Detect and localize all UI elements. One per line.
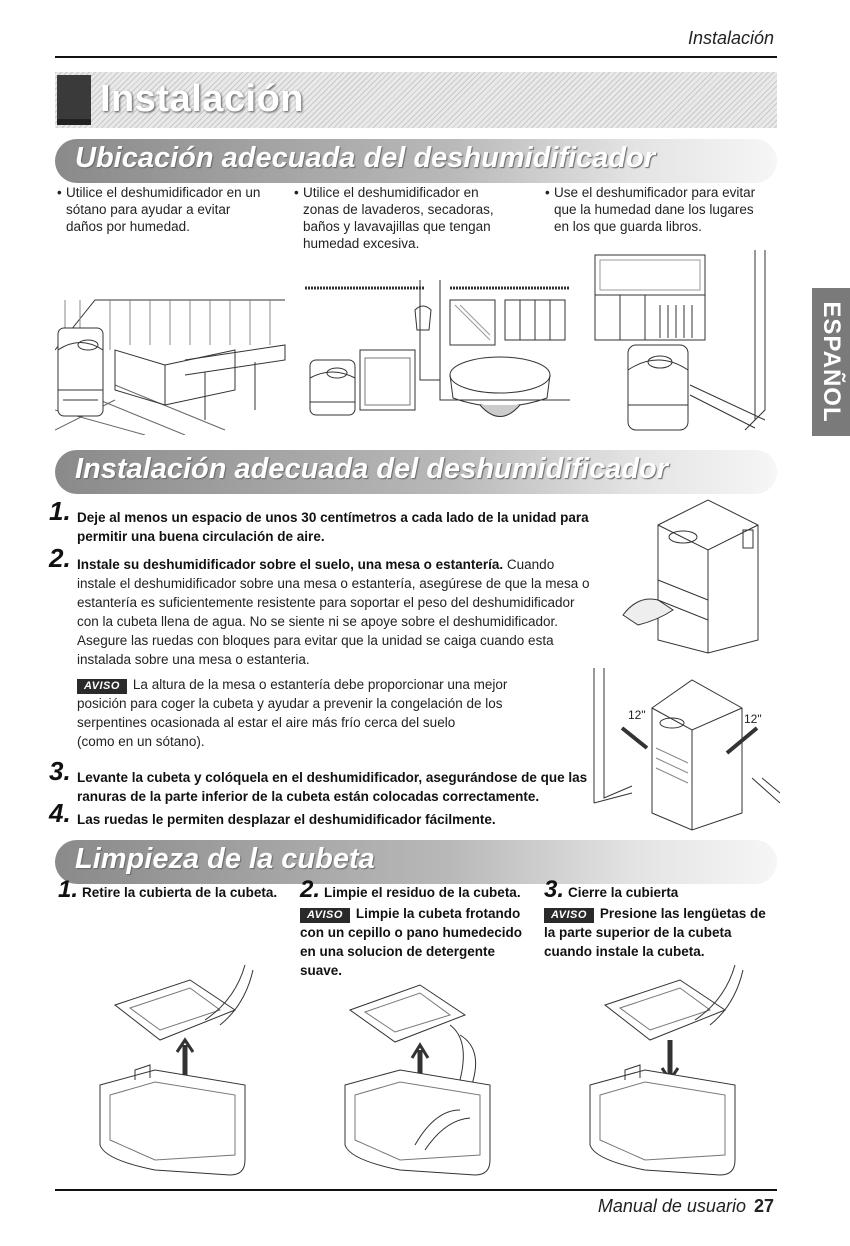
install-aviso-note: AVISO La altura de la mesa o estantería debe proporcionar una mejor — [77, 675, 647, 694]
step-number: 4. — [49, 798, 71, 828]
clearance-right-label: 12" — [744, 712, 762, 726]
clearance-left-label: 12" — [628, 708, 646, 722]
manual-label: Manual de usuario — [597, 1196, 746, 1216]
step-number: 3. — [49, 756, 71, 786]
footer-rule — [55, 1189, 777, 1191]
language-tab-label: ESPAÑOL — [818, 301, 845, 423]
location-bullet-books: • Use el deshumificador para evitar que la humedad dane los lugares en los que guarda libros. — [545, 185, 756, 234]
clean-step-1: 1. Retire la cubierta de la cubeta. — [58, 876, 278, 903]
basement-illustration — [55, 290, 287, 435]
step-number: 1. — [58, 876, 79, 903]
location-bullet-basement: • Utilice el deshumidificador en un sótano para ayudar a evitar daños por humedad. — [57, 185, 261, 234]
install-step-2: 2. Instale su deshumidificador sobre el suelo, una mesa o estantería. Cuando instale el deshumidificador sobre una mesa o estantería, asegúrese de que la mesa o estantería es suficientemente resistente para soportar el peso del deshumidificador con la cubeta llena de agua. No se siente ni se apoye sobre el deshumidificador. Asegure las ruedas con bloques para evitar que la unidad se caiga cuando esta instalada sobre una mesa o estanteria. AVISO La altura de la mesa o estantería debe proporcionar una mejor posición para coger la cubeta y ayudar a prevenir la congelación de los serpentines ocasionada al estar el aire más frío cerca del suelo (como en un sótano). — [77, 555, 647, 751]
aviso-badge: AVISO — [300, 908, 350, 923]
clearance-illustration — [592, 668, 780, 833]
clean-step-3: 3. Cierre la cubierta AVISO Presione las lengüetas de la parte superior de la cubeta cuando instale la cubeta. — [544, 876, 766, 959]
aviso-badge: AVISO — [544, 908, 594, 923]
location-bullet-laundry: • Utilice el deshumidificador en zonas de lavaderos, secadoras, baños y lavavajillas que tengan humedad excesiva. — [294, 185, 494, 251]
running-header: Instalación — [687, 28, 774, 48]
bookshelf-illustration — [590, 250, 775, 435]
language-tab — [812, 288, 850, 436]
aviso-badge: AVISO — [77, 679, 127, 694]
header-rule — [55, 56, 777, 58]
banner-block — [57, 75, 91, 125]
section-title-install: Instalación adecuada del deshumidificador — [75, 453, 669, 485]
step-number: 2. — [49, 543, 71, 573]
unit-tank-illustration — [618, 495, 778, 655]
step-number: 2. — [300, 876, 321, 903]
clean-step-2: 2. Limpie el residuo de la cubeta. AVISO Limpie la cubeta frotando con un cepillo o pano humedecido en una solucion de detergente suave. — [300, 876, 523, 978]
install-step-4: 4. Las ruedas le permiten desplazar el deshumidificador fácilmente. — [49, 798, 496, 828]
section-title-cleaning: Limpieza de la cubeta — [75, 843, 375, 875]
install-step-3: 3. Levante la cubeta y colóquela en el deshumidificador, asegurándose de que las ranuras de la parte inferior de la cubeta están colocadas correctamente. — [49, 756, 588, 804]
laundry-illustration — [305, 280, 570, 430]
page-footer — [598, 1196, 774, 1217]
install-step-1: 1. Deje al menos un espacio de unos 30 centímetros a cada lado de la unidad para permitir una buena circulación de aire. — [49, 496, 589, 544]
page-title: Instalación — [100, 78, 304, 120]
bucket-clean-illustration — [340, 960, 500, 1180]
bucket-remove-cover-illustration — [95, 960, 255, 1180]
step-number: 1. — [49, 496, 71, 526]
step-number: 3. — [544, 876, 565, 903]
bucket-close-cover-illustration — [585, 960, 745, 1180]
page-number: 27 — [753, 1196, 774, 1216]
section-title-location: Ubicación adecuada del deshumidificador — [75, 142, 656, 174]
